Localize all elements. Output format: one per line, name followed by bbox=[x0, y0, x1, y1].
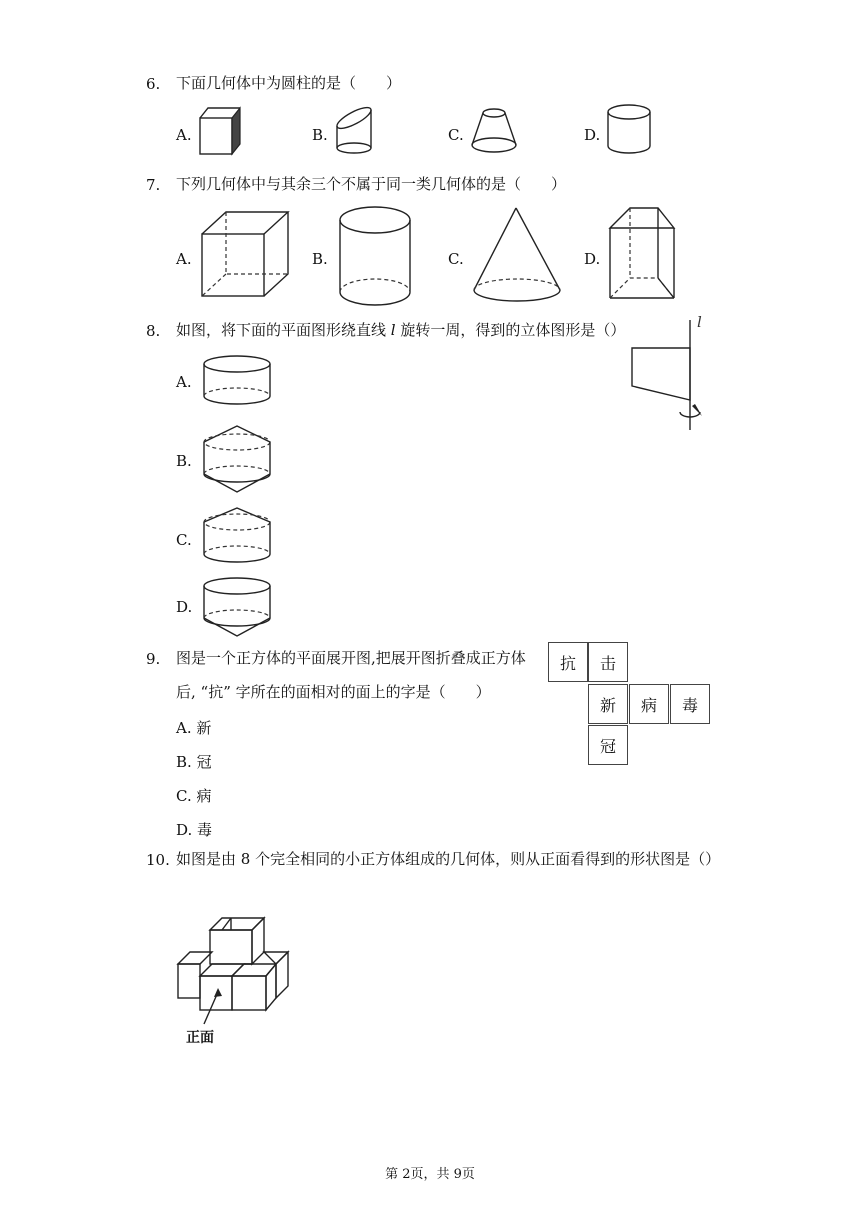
front-label: 正面 bbox=[186, 1030, 214, 1046]
q9-option-c-text: 病 bbox=[196, 787, 212, 805]
q9-option-c bbox=[176, 785, 212, 806]
q9-option-c-label: C. bbox=[176, 787, 192, 805]
q8-text-after: 旋转一周，得到的立体图形是（） bbox=[395, 321, 626, 339]
q8-line-variable: l bbox=[390, 321, 396, 339]
prism-figure bbox=[608, 206, 680, 302]
q9-option-a-label: A. bbox=[176, 719, 192, 737]
q6-option-c-label: C. bbox=[448, 126, 464, 144]
cube-figure bbox=[198, 104, 248, 158]
q9-option-d-text: 毒 bbox=[197, 821, 213, 839]
q7-option-c-label: C. bbox=[448, 250, 464, 268]
q10-number: 10. bbox=[146, 851, 170, 869]
net-cell-3: 新 bbox=[588, 684, 628, 724]
cone-figure bbox=[472, 206, 564, 306]
q8-option-b-label: B. bbox=[176, 452, 192, 470]
cylinder-figure bbox=[606, 102, 656, 158]
q9-text-line1: 图是一个正方体的平面展开图,把展开图折叠成正方体 bbox=[176, 649, 526, 667]
q8-number: 8. bbox=[146, 322, 161, 340]
cylinder-top-cone-figure bbox=[202, 506, 274, 570]
cylinder-bottom-cone-figure bbox=[202, 576, 274, 640]
q7-option-b-label: B. bbox=[312, 250, 328, 268]
net-cell-2: 击 bbox=[588, 642, 628, 682]
q9-option-d bbox=[176, 819, 212, 840]
q9-option-b-label: B. bbox=[176, 753, 192, 771]
q6-option-a-label: A. bbox=[176, 126, 192, 144]
q9-option-b bbox=[176, 751, 212, 772]
q7-number: 7. bbox=[146, 176, 161, 194]
q9-option-d-label: D. bbox=[176, 821, 193, 839]
net-cell-5: 毒 bbox=[670, 684, 710, 724]
q6-number: 6. bbox=[146, 75, 161, 93]
q9-option-b-text: 冠 bbox=[196, 753, 212, 771]
q7-option-d-label: D. bbox=[584, 250, 601, 268]
q8-option-d-label: D. bbox=[176, 598, 193, 616]
q8-text-before: 如图，将下面的平面图形绕直线 bbox=[176, 321, 391, 339]
q9-option-a bbox=[176, 717, 211, 738]
cut-cylinder-figure bbox=[334, 104, 378, 156]
frustum-figure bbox=[470, 104, 520, 158]
cylinder-option-figure bbox=[202, 354, 274, 410]
axis-label-l: l bbox=[697, 313, 702, 331]
q7-option-a-label: A. bbox=[176, 250, 192, 268]
net-cell-6: 冠 bbox=[588, 725, 628, 765]
q8-text bbox=[176, 321, 625, 339]
q6-option-b-label: B. bbox=[312, 126, 328, 144]
cylinder-tall-figure bbox=[338, 204, 414, 310]
q9-option-a-text: 新 bbox=[196, 719, 212, 737]
net-cell-1: 抗 bbox=[548, 642, 588, 682]
cubes-solid-figure bbox=[176, 900, 296, 1030]
q6-text: 下面几何体中为圆柱的是（ ） bbox=[176, 74, 402, 92]
q9-number: 9. bbox=[146, 650, 161, 668]
q6-option-d-label: D. bbox=[584, 126, 601, 144]
rotation-shape-figure bbox=[628, 316, 718, 432]
page-footer: 第 2页，共 9页 bbox=[385, 1167, 475, 1182]
net-cell-4: 病 bbox=[629, 684, 669, 724]
q8-option-a-label: A. bbox=[176, 373, 192, 391]
cube-dashed-figure bbox=[200, 210, 294, 302]
q7-text: 下列几何体中与其余三个不属于同一类几何体的是（ ） bbox=[176, 175, 567, 193]
q8-option-c-label: C. bbox=[176, 531, 192, 549]
q9-text-line2: 后, “抗” 字所在的面相对的面上的字是（ ） bbox=[176, 683, 491, 701]
cylinder-two-cones-figure bbox=[202, 424, 274, 496]
q10-text: 如图是由 8 个完全相同的小正方体组成的几何体，则从正面看得到的形状图是（） bbox=[176, 850, 721, 868]
